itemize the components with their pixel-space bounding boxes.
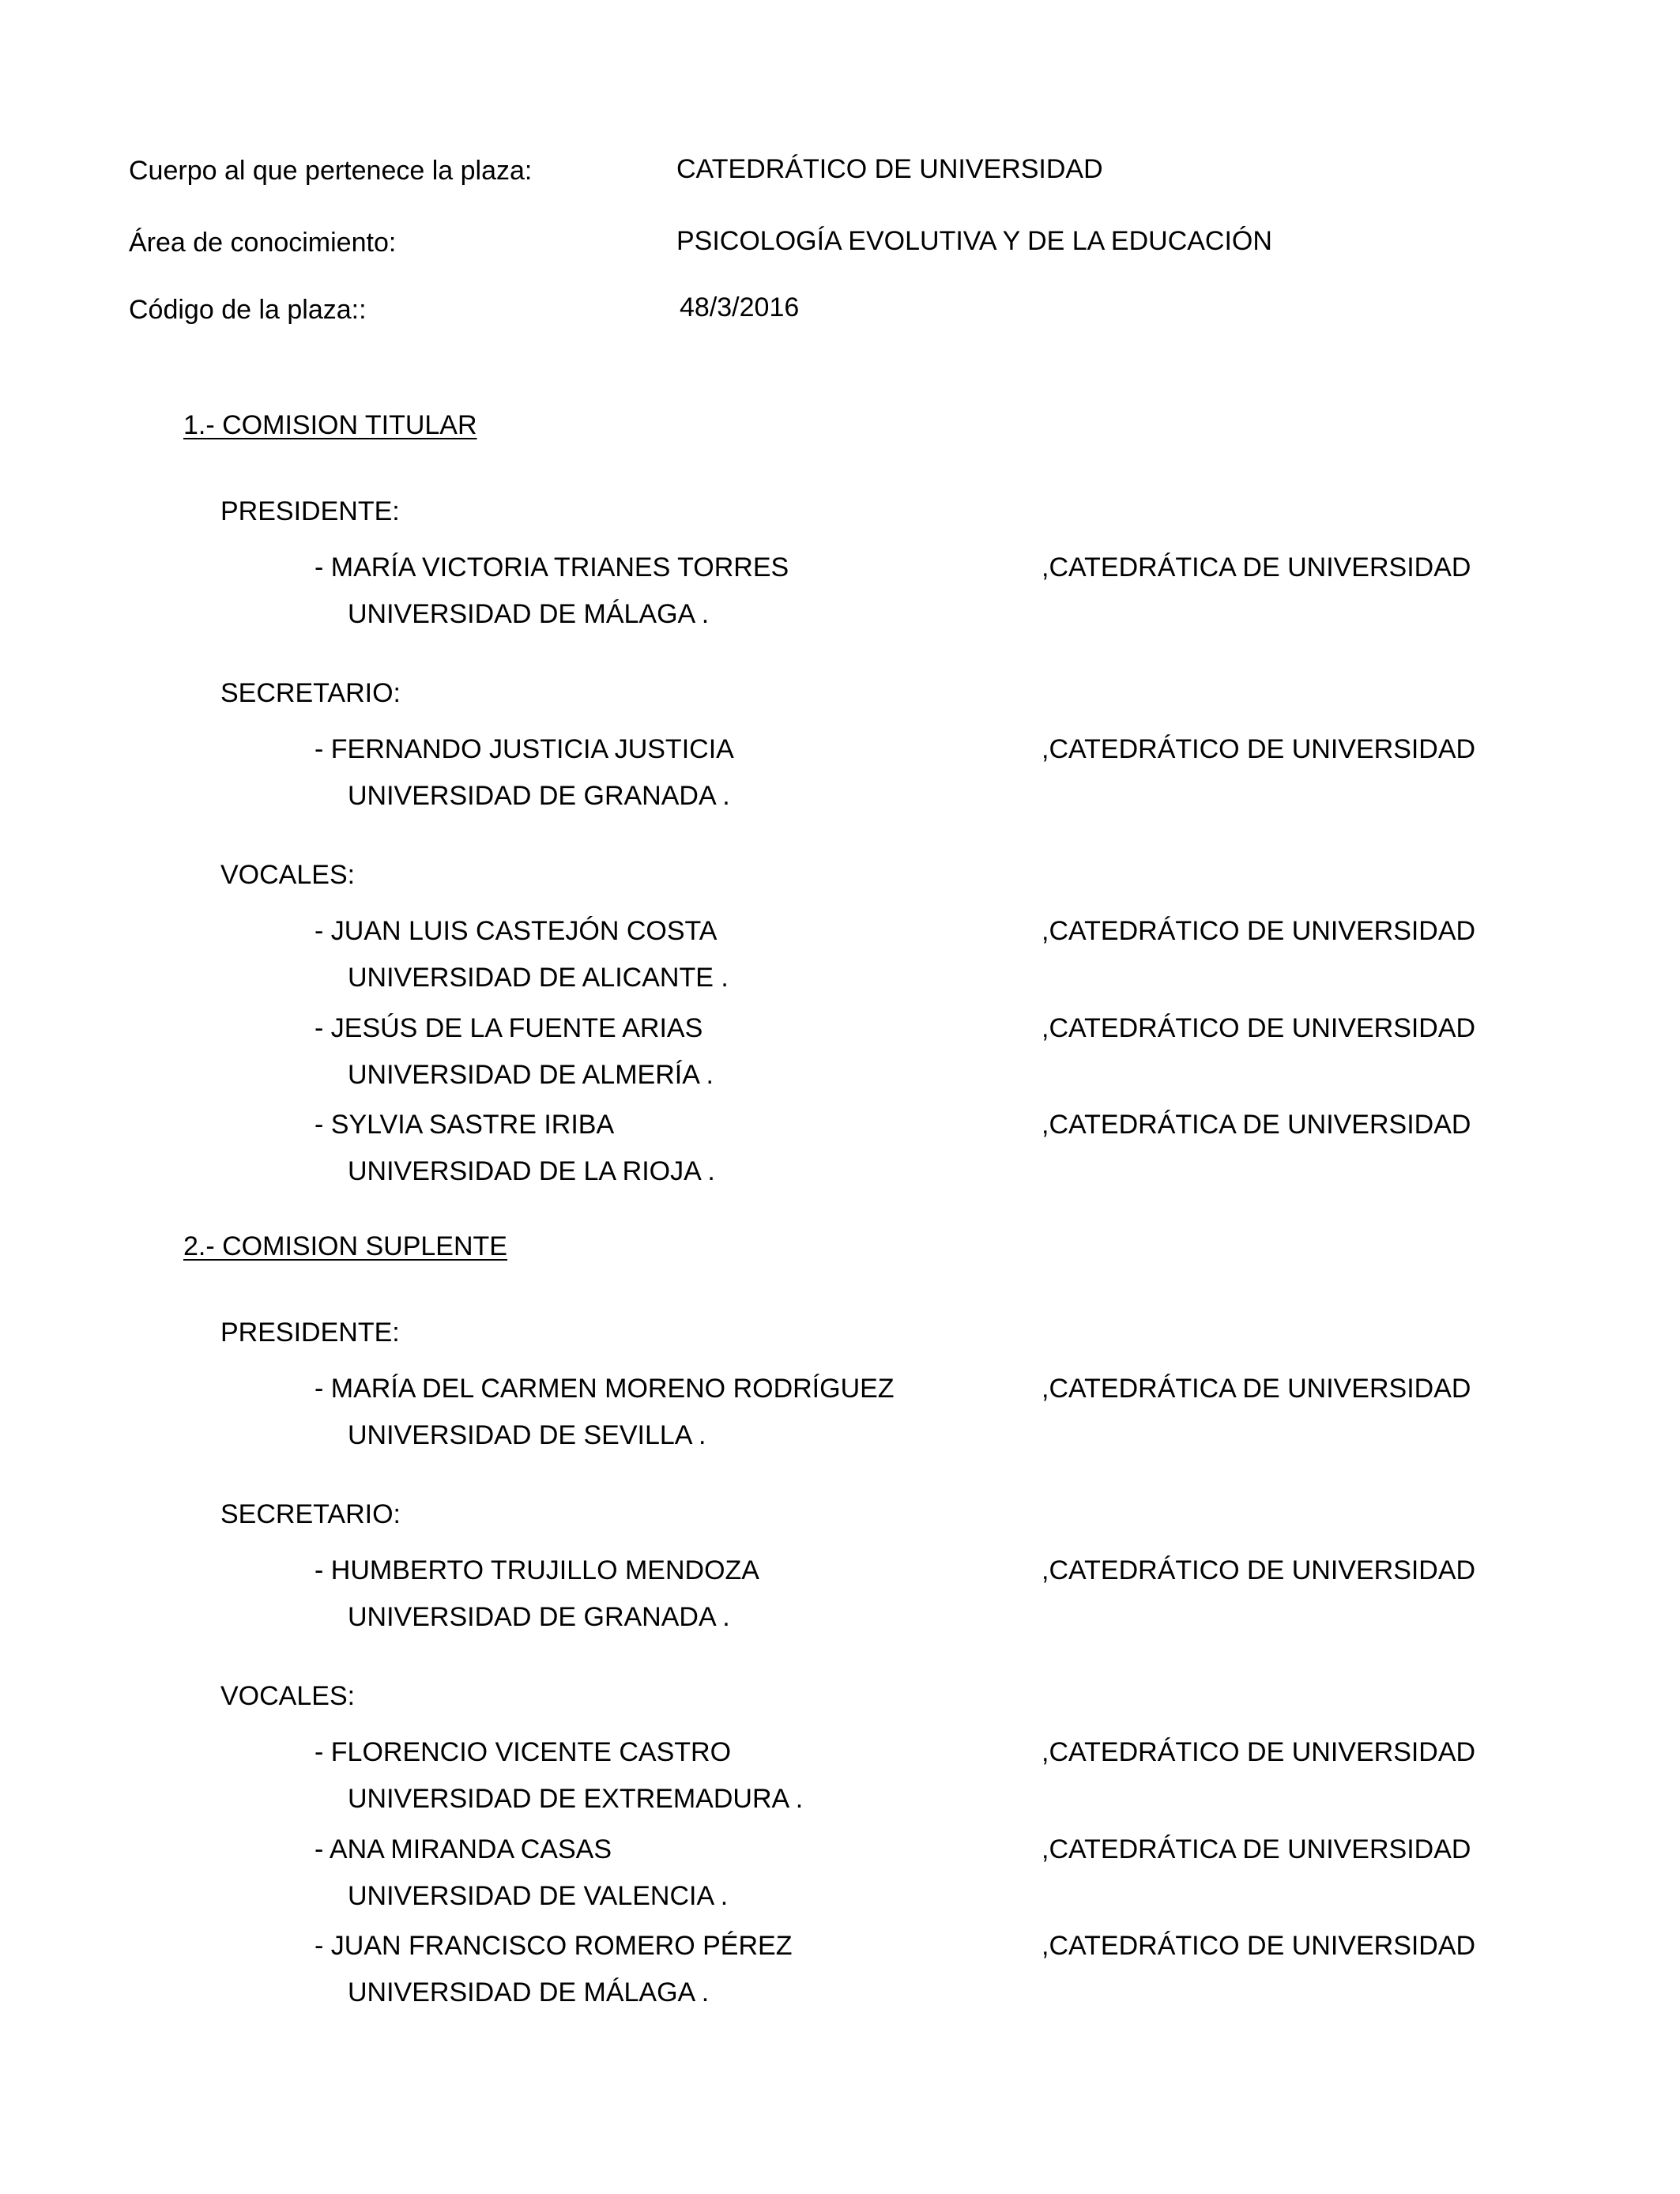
- titular-vocales-label: VOCALES:: [220, 860, 356, 890]
- suplente-secretario-label: SECRETARIO:: [220, 1499, 401, 1529]
- member-university: UNIVERSIDAD DE ALICANTE .: [348, 963, 729, 993]
- area-label: Área de conocimiento:: [129, 228, 397, 258]
- member-university: UNIVERSIDAD DE EXTREMADURA .: [348, 1784, 804, 1814]
- member-name: - SYLVIA SASTRE IRIBA: [315, 1110, 615, 1140]
- member-university: UNIVERSIDAD DE ALMERÍA .: [348, 1060, 714, 1090]
- titular-heading: 1.- COMISION TITULAR: [183, 410, 477, 440]
- member-university: UNIVERSIDAD DE MÁLAGA .: [348, 1977, 710, 2007]
- member-role: ,CATEDRÁTICA DE UNIVERSIDAD: [1042, 1110, 1471, 1140]
- member-name: - MARÍA DEL CARMEN MORENO RODRÍGUEZ: [315, 1374, 895, 1404]
- member-name: - MARÍA VICTORIA TRIANES TORRES: [315, 552, 789, 582]
- member-name: - ANA MIRANDA CASAS: [315, 1834, 612, 1864]
- codigo-value: 48/3/2016: [680, 292, 800, 322]
- member-role: ,CATEDRÁTICO DE UNIVERSIDAD: [1042, 1931, 1476, 1961]
- member-role: ,CATEDRÁTICO DE UNIVERSIDAD: [1042, 916, 1476, 946]
- member-name: - JUAN FRANCISCO ROMERO PÉREZ: [315, 1931, 793, 1961]
- suplente-vocales-label: VOCALES:: [220, 1681, 356, 1711]
- member-university: UNIVERSIDAD DE VALENCIA .: [348, 1881, 729, 1911]
- member-role: ,CATEDRÁTICO DE UNIVERSIDAD: [1042, 734, 1476, 764]
- codigo-label: Código de la plaza::: [129, 295, 367, 325]
- member-role: ,CATEDRÁTICO DE UNIVERSIDAD: [1042, 1555, 1476, 1585]
- member-role: ,CATEDRÁTICA DE UNIVERSIDAD: [1042, 1834, 1471, 1864]
- titular-presidente-label: PRESIDENTE:: [220, 496, 400, 526]
- member-university: UNIVERSIDAD DE LA RIOJA .: [348, 1156, 715, 1186]
- titular-secretario-label: SECRETARIO:: [220, 678, 401, 708]
- member-name: - JESÚS DE LA FUENTE ARIAS: [315, 1013, 703, 1043]
- member-university: UNIVERSIDAD DE GRANADA .: [348, 781, 730, 811]
- member-university: UNIVERSIDAD DE MÁLAGA .: [348, 599, 710, 629]
- suplente-heading: 2.- COMISION SUPLENTE: [183, 1231, 507, 1261]
- member-role: ,CATEDRÁTICO DE UNIVERSIDAD: [1042, 1737, 1476, 1767]
- member-name: - FERNANDO JUSTICIA JUSTICIA: [315, 734, 734, 764]
- member-role: ,CATEDRÁTICO DE UNIVERSIDAD: [1042, 1013, 1476, 1043]
- cuerpo-label: Cuerpo al que pertenece la plaza:: [129, 156, 533, 186]
- member-university: UNIVERSIDAD DE SEVILLA .: [348, 1420, 706, 1450]
- member-university: UNIVERSIDAD DE GRANADA .: [348, 1602, 730, 1632]
- area-value: PSICOLOGÍA EVOLUTIVA Y DE LA EDUCACIÓN: [676, 226, 1272, 256]
- suplente-presidente-label: PRESIDENTE:: [220, 1318, 400, 1348]
- cuerpo-value: CATEDRÁTICO DE UNIVERSIDAD: [676, 154, 1103, 184]
- member-name: - HUMBERTO TRUJILLO MENDOZA: [315, 1555, 759, 1585]
- member-name: - FLORENCIO VICENTE CASTRO: [315, 1737, 732, 1767]
- member-role: ,CATEDRÁTICA DE UNIVERSIDAD: [1042, 1374, 1471, 1404]
- member-name: - JUAN LUIS CASTEJÓN COSTA: [315, 916, 718, 946]
- member-role: ,CATEDRÁTICA DE UNIVERSIDAD: [1042, 552, 1471, 582]
